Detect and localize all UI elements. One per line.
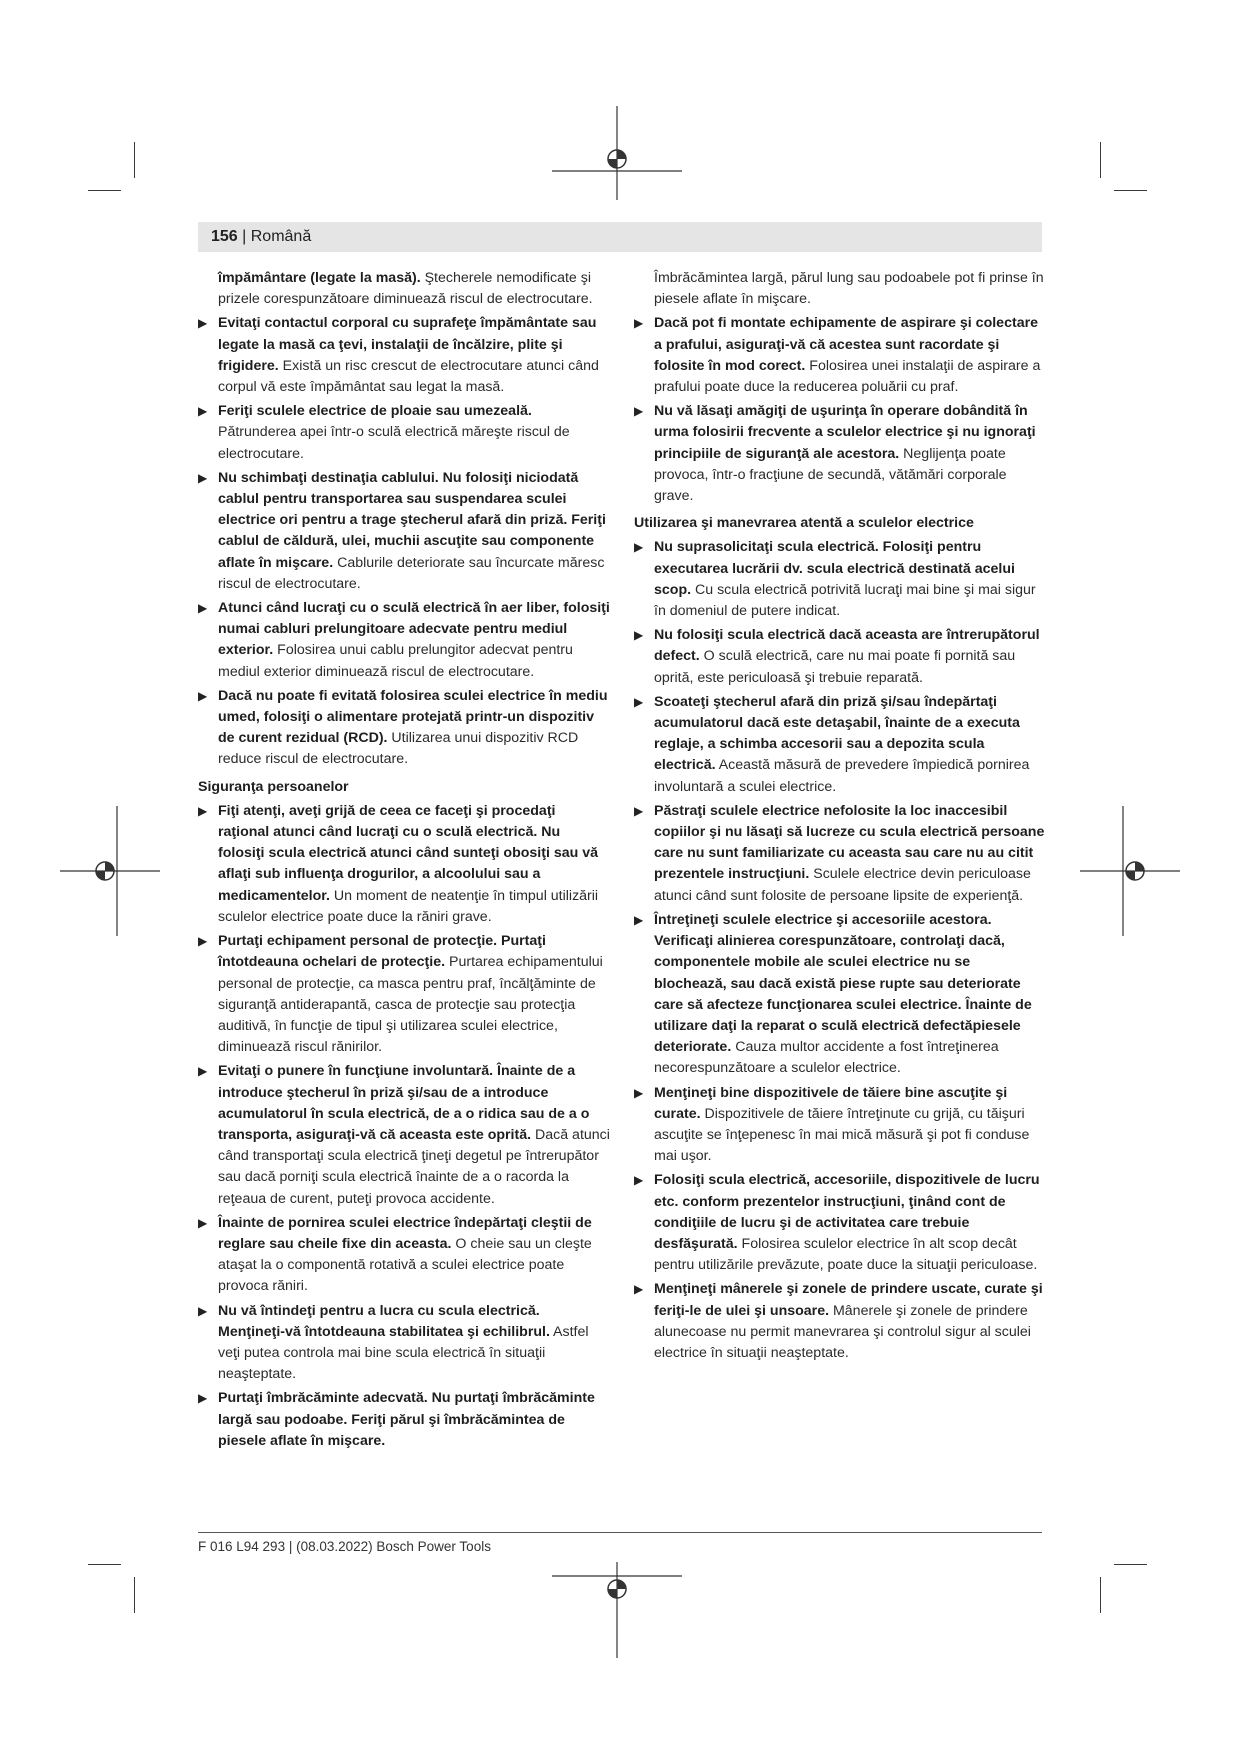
bold-text: Întreţineţi sculele electrice şi accesoriile acestora. Verificaţi alinierea corespunzătoare, controlaţi dacă, componentele mobile ale sculei electrice nu se blochează, sau dacă există piese rupte sau deteriorate care să afecteze funcţionarea sculei electrice. Înainte de utilizare daţi la reparat o sculă electrică defectăpiesele deteriorate. bbox=[654, 911, 1032, 1056]
list-item bbox=[198, 468, 610, 595]
bold-text: Scoateţi ştecherul afară din priză şi/sau îndepărtaţi acumulatorul dacă este detaşabil, înainte de a executa reglaje, a schimba accesorii sau a depozita scula electrică. bbox=[654, 693, 1020, 774]
list-item bbox=[198, 1061, 610, 1209]
bullet-arrow-icon: ▶ bbox=[634, 540, 644, 555]
bullet-arrow-icon: ▶ bbox=[198, 1215, 208, 1230]
bold-text: Feriţi sculele electrice de ploaie sau umezeală. bbox=[218, 403, 532, 420]
right-column bbox=[634, 268, 1046, 1364]
bullet-arrow-icon: ▶ bbox=[634, 316, 644, 331]
bullet-arrow-icon: ▶ bbox=[634, 803, 644, 818]
bold-text: Evitaţi o punere în funcţiune involuntară. Înainte de a introduce ştecherul în priză şi/sau de a introduce acumulatorul în scula electrică, de a o ridica sau de a o transporta, asiguraţi-vă că aceasta este oprită. bbox=[218, 1063, 590, 1143]
list-item bbox=[198, 1213, 610, 1298]
bold-text: Dacă nu poate fi evitată folosirea sculei electrice în mediu umed, folosiţi o alimentare protejată printr-un dispozitiv de curent rezidual (RCD). bbox=[218, 687, 608, 747]
body-text: Sculele electrice devin periculoase atunci când sunt folosite de persoane lipsite de experienţă. bbox=[654, 866, 1031, 904]
body-text: Folosirea unei instalaţii de aspirare a prafului poate duce la reducerea poluării cu praf. bbox=[654, 357, 1041, 396]
section-heading: Siguranţa persoanelor bbox=[198, 778, 349, 795]
bold-text: Folosiţi scula electrică, accesoriile, dispozitivele de lucru etc. conform prezentelor instrucţiuni, ţinând cont de condiţiile de lucru şi de activitatea care trebuie desfăşurată. bbox=[654, 1172, 1040, 1252]
list-item bbox=[634, 910, 1046, 1080]
list-item bbox=[198, 401, 610, 465]
body-text: Cauza multor accidente a fost întreţinerea necorespunzătoare a sculelor electrice. bbox=[654, 1039, 999, 1077]
body-text: O sculă electrică, care nu mai poate fi pornită sau oprită, este periculoasă şi trebuie reparată. bbox=[654, 648, 1016, 686]
bold-text: Înainte de pornirea sculei electrice îndepărtaţi cleştii de reglare sau cheile fixe din aceasta. bbox=[218, 1214, 592, 1252]
section-heading: Utilizarea şi manevrarea atentă a sculelor electrice bbox=[634, 515, 974, 532]
body-text: Ştecherele nemodificate şi prizele corespunzătoare diminuează riscul de electrocutare. bbox=[218, 270, 593, 308]
body-text: Cablurile deteriorate sau încurcate măresc riscul de electrocutare. bbox=[218, 554, 605, 592]
bold-text: Purtaţi echipament personal de protecţie. Purtaţi întotdeauna ochelari de protecţie. bbox=[218, 933, 546, 971]
crop-mark bbox=[1114, 1564, 1147, 1565]
list-item bbox=[634, 1083, 1046, 1168]
bullet-arrow-icon: ▶ bbox=[198, 803, 208, 818]
body-text: Această măsură de prevedere împiedică pornirea involuntară a sculei electrice. bbox=[654, 757, 1030, 795]
bullet-arrow-icon: ▶ bbox=[198, 1391, 208, 1406]
body-text: Dacă atunci când transportaţi scula electrică ţineţi degetul pe întrerupător sau dacă porniţi scula electrică înainte de a o racorda la reţeaua de curent, puteţi provoca accidente. bbox=[218, 1126, 610, 1207]
bullet-arrow-icon: ▶ bbox=[198, 1064, 208, 1079]
body-text: Mânerele şi zonele de prindere alunecoase nu permit manevrarea şi controlul sigur al sculei electrice în situaţii neaşteptate. bbox=[654, 1302, 1031, 1361]
crop-mark bbox=[134, 1577, 135, 1613]
registration-mark-icon bbox=[1080, 806, 1180, 936]
bullet-arrow-icon: ▶ bbox=[198, 601, 208, 616]
bullet-arrow-icon: ▶ bbox=[198, 688, 208, 703]
header-language: Română bbox=[250, 228, 312, 245]
body-text: Purtarea echipamentului personal de protecţie, ca masca pentru praf, încălţăminte de siguranţă antiderapantă, casca de protecţie sau protecţia auditivă, în funcţie de tipul şi utilizarea sculei electrice, diminuează riscul rănirilor. bbox=[218, 954, 603, 1056]
crop-mark bbox=[134, 142, 135, 178]
list-item bbox=[198, 931, 610, 1058]
bullet-arrow-icon: ▶ bbox=[634, 404, 644, 419]
body-text: Utilizarea unui dispozitiv RCD reduce riscul de electrocutare. bbox=[218, 730, 579, 768]
list-item bbox=[198, 1388, 610, 1452]
body-text: Există un risc crescut de electrocutare atunci când corpul vă este împământat sau legat la masă. bbox=[218, 357, 599, 396]
body-text: Astfel veţi putea controla mai bine scula electrică în situaţii neaşteptate. bbox=[218, 1323, 589, 1383]
bullet-arrow-icon: ▶ bbox=[198, 470, 208, 485]
bullet-arrow-icon: ▶ bbox=[198, 934, 208, 949]
list-item bbox=[634, 1170, 1046, 1276]
list-item bbox=[634, 801, 1046, 907]
bold-text: Atunci când lucraţi cu o sculă electrică în aer liber, folosiţi numai cabluri prelungitoare adecvate pentru mediul exterior. bbox=[218, 600, 610, 659]
bullet-arrow-icon: ▶ bbox=[198, 404, 208, 419]
footer-divider bbox=[198, 1532, 1042, 1533]
bullet-arrow-icon: ▶ bbox=[634, 1282, 644, 1297]
crop-mark bbox=[1100, 1577, 1101, 1613]
list-item bbox=[634, 401, 1046, 507]
body-text: Folosirea unui cablu prelungitor adecvat pentru mediul exterior diminuează riscul de electrocutare. bbox=[218, 642, 573, 680]
bold-text: Nu folosiţi scula electrică dacă aceasta are întrerupătorul defect. bbox=[654, 627, 1040, 665]
bullet-arrow-icon: ▶ bbox=[634, 912, 644, 927]
body-text: Cu scula electrică potrivită lucraţi mai bine şi mai sigur în domeniul de putere indicat. bbox=[654, 581, 1036, 620]
crop-mark bbox=[88, 1564, 121, 1565]
bullet-arrow-icon: ▶ bbox=[634, 1173, 644, 1188]
list-item bbox=[634, 313, 1046, 398]
bullet-arrow-icon: ▶ bbox=[634, 628, 644, 643]
left-column bbox=[198, 268, 610, 1452]
bullet-arrow-icon: ▶ bbox=[634, 694, 644, 709]
page-footer: F 016 L94 293 | (08.03.2022) Bosch Power Tools bbox=[198, 1539, 491, 1554]
registration-mark-icon bbox=[552, 106, 682, 200]
list-item bbox=[198, 598, 610, 683]
list-item bbox=[198, 801, 610, 928]
body-text: Pătrunderea apei într-o sculă electrică măreşte riscul de electrocutare. bbox=[218, 424, 570, 462]
registration-mark-icon bbox=[60, 806, 160, 936]
bold-text: Dacă pot fi montate echipamente de aspirare şi colectare a prafului, asiguraţi-vă că acestea sunt racordate şi folosite în mod corect. bbox=[654, 315, 1038, 374]
body-text: Neglijenţa poate provoca, într-o fracţiune de secundă, vătămări corporale grave. bbox=[654, 445, 1007, 505]
crop-mark bbox=[1100, 142, 1101, 178]
bold-text: împământare (legate la masă). bbox=[218, 270, 421, 286]
bullet-arrow-icon: ▶ bbox=[198, 316, 208, 331]
page-header-text bbox=[211, 228, 311, 246]
crop-mark bbox=[88, 190, 121, 191]
page-number: 156 bbox=[211, 228, 238, 245]
header-separator: | bbox=[237, 228, 251, 245]
list-item bbox=[198, 1301, 610, 1386]
page-header bbox=[198, 222, 1042, 252]
bold-text: Nu vă lăsaţi amăgiţi de uşurinţa în operare dobândită în urma folosirii frecvente a sculelor electrice şi nu ignoraţi principiile de siguranţă ale acestora. bbox=[654, 403, 1036, 462]
body-text: Folosirea sculelor electrice în alt scop decât pentru utilizările prevăzute, poate duce la situaţii periculoase. bbox=[654, 1235, 1038, 1274]
bold-text: Nu vă întindeţi pentru a lucra cu scula electrică. Menţineţi-vă întotdeauna stabilitatea şi echilibrul. bbox=[218, 1302, 550, 1340]
body-text: Un moment de neatenţie în timpul utilizării sculelor electrice poate duce la răniri grave. bbox=[218, 887, 599, 925]
bullet-arrow-icon: ▶ bbox=[634, 1085, 644, 1100]
paragraph bbox=[198, 268, 610, 310]
bullet-arrow-icon: ▶ bbox=[198, 1303, 208, 1318]
paragraph: Îmbrăcămintea largă, părul lung sau podoabele pot fi prinse în piesele aflate în mişcare. bbox=[654, 270, 1044, 308]
bold-text: Menţineţi mânerele şi zonele de prindere uscate, curate şi feriţi-le de ulei şi unsoare. bbox=[654, 1281, 1043, 1319]
list-item bbox=[634, 625, 1046, 689]
bold-text: Purtaţi îmbrăcăminte adecvată. Nu purtaţi îmbrăcăminte largă sau podoabe. Feriţi părul şi îmbrăcămintea de piesele aflate în mişcare. bbox=[218, 1390, 595, 1449]
bold-text: Fiţi atenţi, aveţi grijă de ceea ce faceţi şi procedaţi raţional atunci când lucraţi cu o sculă electrică. Nu folosiţi scula electrică atunci când sunteţi obosiţi sau vă aflaţi sub influenţa drogurilor, a alcoolului sau a medicamentelor. bbox=[218, 802, 599, 904]
body-text: Dispozitivele de tăiere întreţinute cu grijă, cu tăişuri ascuţite se înţepenesc în mai mică măsură şi pot fi conduse mai uşor. bbox=[654, 1105, 1030, 1165]
bold-text: Nu schimbaţi destinaţia cablului. Nu folosiţi niciodată cablul pentru transportarea sau suspendarea sculei electrice ori pentru a trage ştecherul afară din priză. Feriţi cablul de căldură, ulei, muchii ascuţite sau componente aflate în mişcare. bbox=[218, 469, 606, 571]
crop-mark bbox=[1114, 190, 1147, 191]
bold-text: Păstraţi sculele electrice nefolosite la loc inaccesibil copiilor şi nu lăsaţi să lucreze cu scula electrică persoane care nu sunt familiarizate cu aceasta sau care nu au citit prezentele instrucţiuni. bbox=[654, 802, 1045, 883]
list-item bbox=[634, 1279, 1046, 1364]
bold-text: Menţineţi bine dispozitivele de tăiere bine ascuţite şi curate. bbox=[654, 1084, 1008, 1122]
list-item bbox=[198, 313, 610, 398]
bold-text: Nu suprasolicitaţi scula electrică. Folosiţi pentru executarea lucrării dv. scula electrică destinată acelui scop. bbox=[654, 539, 1015, 598]
list-item bbox=[634, 537, 1046, 622]
body-text: O cheie sau un cleşte ataşat la o componentă rotativă a sculei electrice poate provoca răniri. bbox=[218, 1235, 592, 1295]
list-item bbox=[198, 686, 610, 771]
list-item bbox=[634, 692, 1046, 798]
bold-text: Evitaţi contactul corporal cu suprafeţe împământate sau legate la masă ca ţevi, instalaţii de încălzire, plite şi frigidere. bbox=[218, 315, 597, 374]
registration-mark-icon bbox=[552, 1562, 682, 1658]
